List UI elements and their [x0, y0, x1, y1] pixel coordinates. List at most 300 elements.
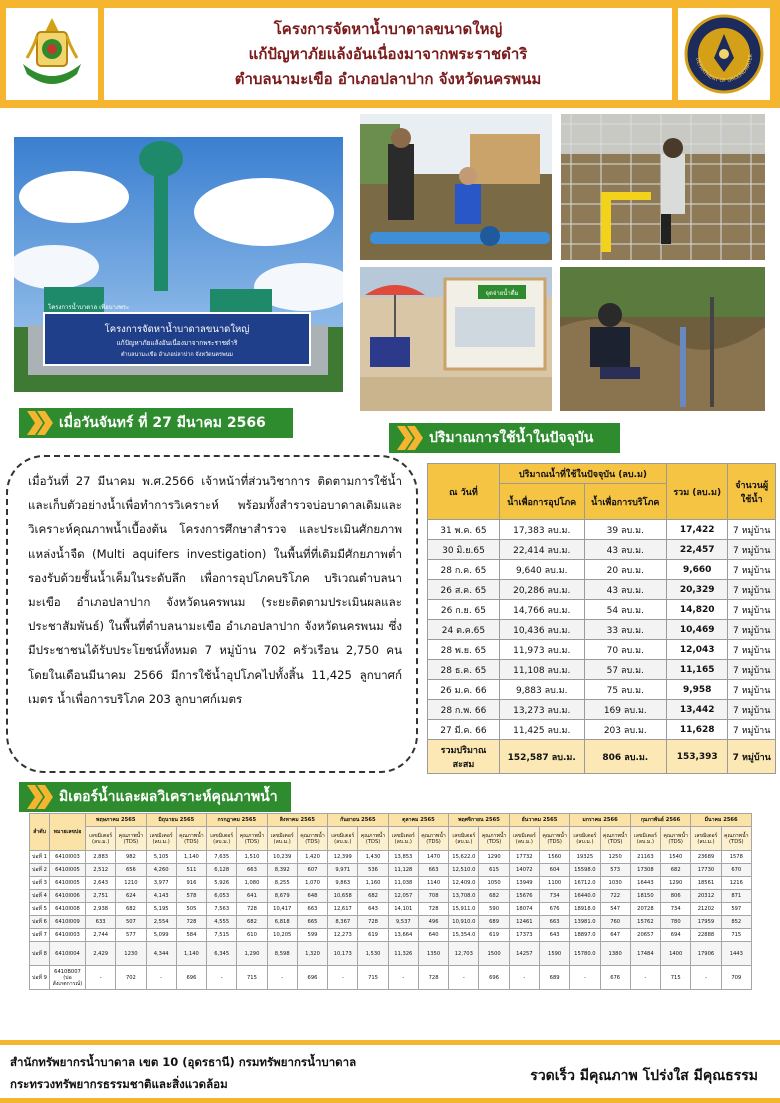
meter-row-no: บ่อที่ 4 — [30, 890, 50, 903]
usage-table-body — [428, 520, 776, 774]
chevron-right-icon — [27, 411, 55, 435]
meter-reading: 17484 — [630, 942, 660, 966]
meter-table-head — [30, 814, 752, 851]
usage-drink: 33 ลบ.ม. — [584, 620, 667, 640]
tds-value: 604 — [539, 864, 569, 877]
tds-value: 505 — [176, 903, 206, 916]
meter-reading: 17308 — [630, 864, 660, 877]
tds-value: 682 — [358, 890, 388, 903]
usage-sum-total: 153,393 — [667, 740, 728, 774]
usage-total: 11,165 — [667, 660, 728, 680]
meter-subheader-tds: คุณภาพน้ำ (TDS) — [176, 827, 206, 851]
photo-officer-sampling — [560, 267, 765, 411]
tds-value: 656 — [116, 864, 146, 877]
meter-subheader-reading: เลขมิเตอร์ (ลบ.ม.) — [691, 827, 721, 851]
meter-reading: - — [449, 966, 479, 990]
usage-consume: 14,766 ลบ.ม. — [499, 600, 584, 620]
meter-reading: 8,392 — [267, 864, 297, 877]
meter-row — [30, 942, 752, 966]
meter-subheader-tds: คุณภาพน้ำ (TDS) — [539, 827, 569, 851]
usage-header-users: จำนวนผู้ใช้น้ำ — [728, 464, 776, 520]
usage-date: 31 พ.ค. 65 — [428, 520, 500, 540]
ministry-logo — [6, 8, 98, 100]
tds-value: 682 — [237, 916, 267, 929]
meter-reading: - — [509, 966, 539, 990]
tds-value: 641 — [237, 890, 267, 903]
tds-value: 1470 — [418, 851, 448, 864]
usage-date: 28 ก.ค. 65 — [428, 560, 500, 580]
tds-value: 780 — [661, 916, 691, 929]
meter-row — [30, 890, 752, 903]
usage-total: 17,422 — [667, 520, 728, 540]
meter-row-well-id: 6410I009 — [50, 916, 86, 929]
tds-value: 670 — [721, 864, 751, 877]
meter-reading: 2,512 — [86, 864, 116, 877]
usage-header-date: ณ วันที่ — [428, 464, 500, 520]
tds-value: 578 — [176, 890, 206, 903]
footer-org-line-1: สำนักทรัพยากรน้ำบาดาล เขต 10 (อุดรธานี) กรมทรัพยากรน้ำบาดาล — [10, 1055, 357, 1069]
tds-value: 728 — [418, 966, 448, 990]
tds-value: 728 — [358, 916, 388, 929]
usage-users: 7 หมู่บ้าน — [728, 640, 776, 660]
sign-line-3: ตำบลนามะเขือ อำเภอปลาปาก จังหวัดนครพนม — [120, 352, 234, 358]
meter-subheader-reading: เลขมิเตอร์ (ลบ.ม.) — [207, 827, 237, 851]
meter-subheader-reading: เลขมิเตอร์ (ลบ.ม.) — [267, 827, 297, 851]
meter-row — [30, 903, 752, 916]
tds-value: 715 — [721, 929, 751, 942]
meter-reading: 8,367 — [328, 916, 358, 929]
tds-value: 760 — [600, 916, 630, 929]
meter-reading: 14,101 — [388, 903, 418, 916]
chevron-right-icon — [27, 785, 55, 809]
tds-value: 715 — [661, 966, 691, 990]
tds-value: 1,430 — [358, 851, 388, 864]
dgr-seal-icon — [684, 14, 764, 94]
meter-header-month: พฤศจิกายน 2565 — [449, 814, 510, 827]
meter-reading: 7,635 — [207, 851, 237, 864]
meter-reading: - — [570, 966, 600, 990]
meter-header-month: พฤษภาคม 2565 — [86, 814, 147, 827]
usage-users: 7 หมู่บ้าน — [728, 560, 776, 580]
meter-reading: 15,911.0 — [449, 903, 479, 916]
meter-header-month: ตุลาคม 2565 — [388, 814, 449, 827]
meter-reading: 12,617 — [328, 903, 358, 916]
meter-reading: 5,195 — [146, 903, 176, 916]
tds-value: 1443 — [721, 942, 751, 966]
meter-reading: 15,622.0 — [449, 851, 479, 864]
banner-meter-text: มิเตอร์น้ำและผลวิเคราะห์คุณภาพน้ำ — [59, 789, 278, 805]
usage-row — [428, 520, 776, 540]
meter-reading: 8,598 — [267, 942, 297, 966]
tds-value: 689 — [479, 916, 509, 929]
meter-reading: 8,255 — [267, 877, 297, 890]
usage-date: 28 ธ.ค. 65 — [428, 660, 500, 680]
meter-reading: 22888 — [691, 929, 721, 942]
tds-value: 577 — [116, 929, 146, 942]
meter-reading: 18897.0 — [570, 929, 600, 942]
tds-value: 573 — [600, 864, 630, 877]
meter-row — [30, 929, 752, 942]
tds-value: 507 — [116, 916, 146, 929]
tds-value: 584 — [176, 929, 206, 942]
photo-water-tower — [14, 137, 343, 392]
tds-value: 1560 — [539, 851, 569, 864]
usage-consume: 11,973 ลบ.ม. — [499, 640, 584, 660]
usage-sum-label: รวมปริมาณสะสม — [428, 740, 500, 774]
meter-header-month: กุมภาพันธ์ 2566 — [630, 814, 691, 827]
meter-reading: 4,260 — [146, 864, 176, 877]
meter-row-well-id: 6410I008 — [50, 903, 86, 916]
ministry-emblem-icon — [15, 14, 89, 94]
meter-reading: 6,128 — [207, 864, 237, 877]
meter-reading: 5,099 — [146, 929, 176, 942]
tds-value: 624 — [116, 890, 146, 903]
tds-value: 590 — [479, 903, 509, 916]
meter-subheader-tds: คุณภาพน้ำ (TDS) — [237, 827, 267, 851]
meter-reading: 17959 — [691, 916, 721, 929]
tds-value: 694 — [661, 929, 691, 942]
meter-subheader-tds: คุณภาพน้ำ (TDS) — [116, 827, 146, 851]
tds-value: 496 — [418, 916, 448, 929]
usage-total: 9,958 — [667, 680, 728, 700]
usage-date: 30 มิ.ย.65 — [428, 540, 500, 560]
tds-value: 1,080 — [237, 877, 267, 890]
tds-value: 643 — [358, 903, 388, 916]
meter-subheader-tds: คุณภาพน้ำ (TDS) — [600, 827, 630, 851]
meter-header-month: มกราคม 2566 — [570, 814, 631, 827]
tds-value: 728 — [418, 903, 448, 916]
tds-value: 1540 — [661, 851, 691, 864]
banner-usage — [389, 423, 620, 453]
meter-subheader-reading: เลขมิเตอร์ (ลบ.ม.) — [146, 827, 176, 851]
tds-value: 640 — [418, 929, 448, 942]
usage-row — [428, 580, 776, 600]
meter-reading: 6,053 — [207, 890, 237, 903]
meter-reading: 10,173 — [328, 942, 358, 966]
meter-reading: 633 — [86, 916, 116, 929]
meter-reading: 7,515 — [207, 929, 237, 942]
meter-reading: 12,273 — [328, 929, 358, 942]
usage-date: 28 พ.ย. 65 — [428, 640, 500, 660]
meter-row-no: บ่อที่ 9 — [30, 966, 50, 990]
tds-value: 1,290 — [237, 942, 267, 966]
tds-value: 682 — [479, 890, 509, 903]
usage-consume: 17,383 ลบ.ม. — [499, 520, 584, 540]
tds-value: 1290 — [661, 877, 691, 890]
meter-reading: 2,643 — [86, 877, 116, 890]
usage-date: 26 ก.ย. 65 — [428, 600, 500, 620]
meter-reading: 10,239 — [267, 851, 297, 864]
banner-usage-text: ปริมาณการใช้น้ำในปัจจุบัน — [429, 430, 594, 446]
meter-reading: 13981.0 — [570, 916, 600, 929]
tds-value: 1250 — [600, 851, 630, 864]
tds-value: 597 — [721, 903, 751, 916]
meter-reading: 5,926 — [207, 877, 237, 890]
meter-row-no: บ่อที่ 1 — [30, 851, 50, 864]
tds-value: 702 — [116, 966, 146, 990]
tds-value: 715 — [358, 966, 388, 990]
meter-reading: - — [86, 966, 116, 990]
usage-row — [428, 600, 776, 620]
title-line-2: แก้ปัญหาภัยแล้งอันเนื่องมาจากพระราชดำริ — [248, 44, 528, 63]
tds-value: 619 — [479, 929, 509, 942]
meter-reading: 13,664 — [388, 929, 418, 942]
usage-row — [428, 680, 776, 700]
sign-line-1: โครงการจัดหาน้ำบาดาลขนาดใหญ่ — [104, 324, 250, 335]
usage-total: 11,628 — [667, 720, 728, 740]
meter-reading: 17373 — [509, 929, 539, 942]
tds-value: 1230 — [116, 942, 146, 966]
tds-value: 619 — [358, 929, 388, 942]
meter-reading: 18561 — [691, 877, 721, 890]
meter-reading: 8,679 — [267, 890, 297, 903]
tds-value: 1,530 — [358, 942, 388, 966]
meter-subheader-tds: คุณภาพน้ำ (TDS) — [721, 827, 751, 851]
header-bar — [0, 0, 780, 108]
meter-reading: 12461 — [509, 916, 539, 929]
meter-reading: - — [146, 966, 176, 990]
meter-reading: 21163 — [630, 851, 660, 864]
usage-sum-consume: 152,587 ลบ.ม. — [499, 740, 584, 774]
usage-consume: 13,273 ลบ.ม. — [499, 700, 584, 720]
usage-drink: 57 ลบ.ม. — [584, 660, 667, 680]
tds-value: 734 — [661, 903, 691, 916]
tds-value: 1100 — [539, 877, 569, 890]
usage-row — [428, 560, 776, 580]
seal-text: DEPARTMENT OF GROUNDWATER — [694, 53, 755, 85]
usage-consume: 11,108 ลบ.ม. — [499, 660, 584, 680]
tds-value: 610 — [237, 929, 267, 942]
meter-subheader-tds: คุณภาพน้ำ (TDS) — [297, 827, 327, 851]
usage-consume: 20,286 ลบ.ม. — [499, 580, 584, 600]
tds-value: 547 — [600, 903, 630, 916]
meter-reading: 15762 — [630, 916, 660, 929]
usage-users: 7 หมู่บ้าน — [728, 680, 776, 700]
usage-total: 14,820 — [667, 600, 728, 620]
meter-reading: 18918.0 — [570, 903, 600, 916]
meter-subheader-reading: เลขมิเตอร์ (ลบ.ม.) — [328, 827, 358, 851]
narrative-box: เมื่อวันที่ 27 มีนาคม พ.ศ.2566 เจ้าหน้าที่ส่วนวิชาการ ติดตามการใช้น้ำและเก็บตัวอย่างน้ำเพื่อทำการวิเคราะห์ พร้อมทั้งสำรวจบ่อบาดาลเดิมและวิเคราะห์คุณภาพน้ำเบื้องต้น โครงการศึกษาสำรวจ และประเมินศักยภาพแหล่งน้ำจืด (Multi aquifers investigation) ในพื้นที่ที่เดิมมีศักยภาพต่ำรองรับด้วยชั้นน้ำเค็มในระดับลึก เพื่อการอุปโภคบริโภค บริเวณตำบลนามะเขือ อำเภอปลาปาก จังหวัดนครพนม (ระยะติดตามประเมินผลและประชาสัมพันธ์) ในพื้นที่ตำบลนามะเขือ อำเภอปลาปาก จังหวัดนครพนม ซึ่งมีประชาชนได้รับประโยชน์ทั้งหมด 7 หมู่บ้าน 702 ครัวเรือน 2,750 คน โดยในเดือนมีนาคม 2566 มีการใช้น้ำอุปโภคไปทั้งสิ้น 11,425 ลูกบาศก์เมตร น้ำเพื่อการบริโภค 203 ลูกบาศก์เมตร — [6, 455, 418, 773]
meter-reading: 12,409.0 — [449, 877, 479, 890]
usage-total: 9,660 — [667, 560, 728, 580]
meter-subheader-tds: คุณภาพน้ำ (TDS) — [479, 827, 509, 851]
meter-row-well-id: 6410I006 — [50, 890, 86, 903]
meter-header-month: ธันวาคม 2565 — [509, 814, 570, 827]
meter-reading: 9,537 — [388, 916, 418, 929]
meter-row-no: บ่อที่ 3 — [30, 877, 50, 890]
tds-value: 734 — [539, 890, 569, 903]
usage-users: 7 หมู่บ้าน — [728, 720, 776, 740]
meter-reading: 11,038 — [388, 877, 418, 890]
tds-value: 676 — [539, 903, 569, 916]
usage-users: 7 หมู่บ้าน — [728, 580, 776, 600]
usage-date: 24 ต.ค.65 — [428, 620, 500, 640]
usage-date: 26 ม.ค. 66 — [428, 680, 500, 700]
tds-value: 1,420 — [297, 851, 327, 864]
tds-value: 722 — [600, 890, 630, 903]
meter-reading: 13949 — [509, 877, 539, 890]
meter-subheader-tds: คุณภาพน้ำ (TDS) — [358, 827, 388, 851]
meter-header-well: หมายเลขบ่อ — [50, 814, 86, 851]
tds-value: 682 — [661, 864, 691, 877]
usage-row — [428, 720, 776, 740]
kiosk-sign: จุดจ่ายน้ำดื่ม — [485, 290, 519, 297]
usage-table — [427, 463, 776, 774]
tds-value: 1350 — [418, 942, 448, 966]
meter-reading: 10,658 — [328, 890, 358, 903]
photo-fenced-well — [561, 114, 765, 260]
meter-reading: - — [388, 966, 418, 990]
tds-value: 663 — [297, 903, 327, 916]
tds-value: 708 — [418, 890, 448, 903]
tds-value: 728 — [176, 916, 206, 929]
usage-sum-row — [428, 740, 776, 774]
meter-reading: 2,751 — [86, 890, 116, 903]
meter-reading: 20728 — [630, 903, 660, 916]
meter-subheader-reading: เลขมิเตอร์ (ลบ.ม.) — [449, 827, 479, 851]
meter-reading: 20312 — [691, 890, 721, 903]
tds-value: 599 — [297, 929, 327, 942]
meter-row — [30, 877, 752, 890]
usage-drink: 54 ลบ.ม. — [584, 600, 667, 620]
tds-value: 728 — [237, 903, 267, 916]
usage-drink: 43 ลบ.ม. — [584, 540, 667, 560]
usage-date: 28 ก.พ. 66 — [428, 700, 500, 720]
meter-reading: 20657 — [630, 929, 660, 942]
meter-reading: 12,399 — [328, 851, 358, 864]
usage-drink: 43 ลบ.ม. — [584, 580, 667, 600]
title-line-1: โครงการจัดหาน้ำบาดาลขนาดใหญ่ — [273, 19, 503, 38]
meter-subheader-tds: คุณภาพน้ำ (TDS) — [661, 827, 691, 851]
meter-reading: 13,853 — [388, 851, 418, 864]
meter-reading: 4,555 — [207, 916, 237, 929]
meter-reading: 15780.0 — [570, 942, 600, 966]
usage-header-drink: น้ำเพื่อการบริโภค — [584, 484, 667, 520]
tds-value: 663 — [418, 864, 448, 877]
usage-users: 7 หมู่บ้าน — [728, 700, 776, 720]
tds-value: 1050 — [479, 877, 509, 890]
tds-value: 1,160 — [358, 877, 388, 890]
usage-row — [428, 660, 776, 680]
meter-reading: 10,417 — [267, 903, 297, 916]
tds-value: 1380 — [600, 942, 630, 966]
chevron-right-icon — [397, 426, 425, 450]
tds-value: 665 — [297, 916, 327, 929]
footer-bar — [0, 1040, 780, 1103]
tds-value: 1290 — [479, 851, 509, 864]
tds-value: 663 — [539, 916, 569, 929]
usage-drink: 203 ลบ.ม. — [584, 720, 667, 740]
sign-line-2: แก้ปัญหาภัยแล้งอันเนื่องมาจากพระราชดำริ — [116, 339, 238, 347]
usage-consume: 9,640 ลบ.ม. — [499, 560, 584, 580]
meter-header-month: มิถุนายน 2565 — [146, 814, 207, 827]
meter-row — [30, 916, 752, 929]
meter-header-month: สิงหาคม 2565 — [267, 814, 328, 827]
meter-reading: 17730 — [691, 864, 721, 877]
tds-value: 1,070 — [297, 877, 327, 890]
meter-subheader-reading: เลขมิเตอร์ (ลบ.ม.) — [630, 827, 660, 851]
meter-reading: 4,143 — [146, 890, 176, 903]
meter-row-no: บ่อที่ 2 — [30, 864, 50, 877]
meter-reading: 23689 — [691, 851, 721, 864]
usage-header-consume: น้ำเพื่อการอุปโภค — [499, 484, 584, 520]
usage-consume: 10,436 ลบ.ม. — [499, 620, 584, 640]
meter-header-month: กันยายน 2565 — [328, 814, 389, 827]
usage-row — [428, 700, 776, 720]
meter-reading: 2,883 — [86, 851, 116, 864]
tds-value: 1030 — [600, 877, 630, 890]
tank-label: โครงการน้ำบาดาล เพื่อบางพระ — [48, 304, 130, 311]
usage-row — [428, 620, 776, 640]
meter-reading: 16440.0 — [570, 890, 600, 903]
tds-value: 1216 — [721, 877, 751, 890]
meter-reading: 2,554 — [146, 916, 176, 929]
tds-value: 536 — [358, 864, 388, 877]
meter-reading: 12,703 — [449, 942, 479, 966]
tds-value: 982 — [116, 851, 146, 864]
usage-header-total: รวม (ลบ.ม) — [667, 464, 728, 520]
meter-row-no: บ่อที่ 8 — [30, 942, 50, 966]
project-title — [104, 8, 672, 100]
meter-reading: 15,354.0 — [449, 929, 479, 942]
meter-row-well-id: 6410B007 (บ่อสังเกตการณ์) — [50, 966, 86, 990]
meter-reading: 12,057 — [388, 890, 418, 903]
banner-date — [19, 408, 293, 438]
tds-value: 852 — [721, 916, 751, 929]
meter-reading: - — [328, 966, 358, 990]
tds-value: 1590 — [539, 942, 569, 966]
meter-subheader-reading: เลขมิเตอร์ (ลบ.ม.) — [570, 827, 600, 851]
tds-value: 682 — [116, 903, 146, 916]
tds-value: 709 — [721, 966, 751, 990]
meter-reading: 15676 — [509, 890, 539, 903]
meter-reading: 15598.0 — [570, 864, 600, 877]
usage-total: 12,043 — [667, 640, 728, 660]
usage-row — [428, 640, 776, 660]
title-line-3: ตำบลนามะเขือ อำเภอปลาปาก จังหวัดนครพนม — [234, 69, 542, 88]
meter-reading: 11,128 — [388, 864, 418, 877]
footer-panel — [0, 1045, 780, 1098]
meter-reading: 3,977 — [146, 877, 176, 890]
tds-value: 696 — [176, 966, 206, 990]
banner-date-text: เมื่อวันจันทร์ ที่ 27 มีนาคม 2566 — [59, 415, 266, 431]
tds-value: 689 — [539, 966, 569, 990]
tds-value: 663 — [237, 864, 267, 877]
meter-row — [30, 851, 752, 864]
usage-users: 7 หมู่บ้าน — [728, 520, 776, 540]
usage-users: 7 หมู่บ้าน — [728, 660, 776, 680]
meter-row-well-id: 6410I005 — [50, 877, 86, 890]
tds-value: 643 — [539, 929, 569, 942]
meter-subheader-reading: เลขมิเตอร์ (ลบ.ม.) — [86, 827, 116, 851]
tds-value: 1500 — [479, 942, 509, 966]
tds-value: 1,140 — [176, 851, 206, 864]
usage-drink: 75 ลบ.ม. — [584, 680, 667, 700]
meter-row-well-id: 6410I003 — [50, 929, 86, 942]
meter-reading: 9,863 — [328, 877, 358, 890]
usage-header-group: ปริมาณน้ำที่ใช้ในปัจจุบัน (ลบ.ม) — [499, 464, 666, 484]
meter-subheader-tds: คุณภาพน้ำ (TDS) — [418, 827, 448, 851]
usage-total: 10,469 — [667, 620, 728, 640]
meter-row-no: บ่อที่ 5 — [30, 903, 50, 916]
meter-header-month: มีนาคม 2566 — [691, 814, 752, 827]
meter-reading: 5,105 — [146, 851, 176, 864]
usage-drink: 39 ลบ.ม. — [584, 520, 667, 540]
tds-value: 607 — [297, 864, 327, 877]
meter-reading: 14257 — [509, 942, 539, 966]
meter-reading: 16712.0 — [570, 877, 600, 890]
meter-reading: 7,563 — [207, 903, 237, 916]
